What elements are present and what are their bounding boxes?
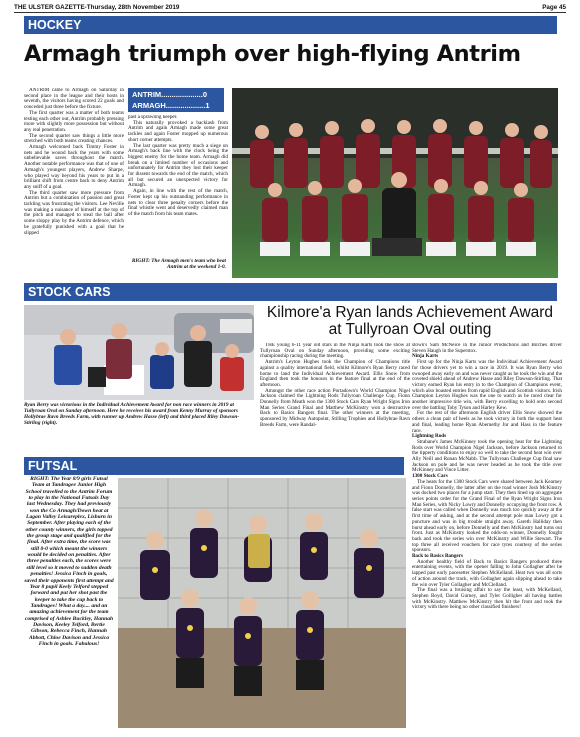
hockey-article-col2: past a sprawling keeper. This naturally provoked a backlash from Antrim and again Armagh made some great tackles and again Foster mopped up numerous short corner attempts. The last quarter was pretty much a siege on Armagh's back line with the clock being the biggest enemy for the home team. Armagh did break on a limited number of occasions and unfortunately for Antrim they lost their keeper for dissent towards the end of the match, which all but secured an unexpected victory for Armagh. Again, in line with the rest of the match, Foster kept up his outstanding performance in nets to clear three penalty corners before the final whistle went and deservedly claimed man of the match from his team mates. [128, 115, 228, 217]
paper-dateline: THE ULSTER GAZETTE-Thursday, 28th November 2019 [14, 4, 180, 11]
hockey-article-col1: ANTRIM came to Armagh on Saturday in second place in the league and their hosts in seventh, the visitors having scored 22 goals and conceded just three before the fixture. The first quarter was a matter of both teams testing each other out, Antrim probably pressing more with slightly more possession but without any real penetration. The second quarter saw things a little more stretched with both teams creating chances. Armagh welcomed back Timmy Foster in nets and he wound back the years with some unbelievable saves throughout the match. Another notable performance was that of one of Armagh's youngest players, Andrew Sharpe, who played way beyond his years to put in a brilliant shift from centre back to deny Antrim any sniff of a goal. The third quarter saw more pressure from Antrim but a combination of passion and great tackling was frustrating the visitors. Lee Neville was making a nuisance of himself at the top of the pitch and managed to steal the ball after some sloppy play by the Antrim defence, which he gratefully punished with a goal that he slipped [24, 88, 124, 236]
page-header [14, 2, 566, 13]
futsal-photo-caption: RIGHT: The Year 8/9 girls Futsal Team at Tandragee Junior High School travelled to the Antrim Forum to play in the National Futsals Day last Wednesday. They had previously won the Co Armagh/Down heat at Lagan Valley Leisureplex, Lisburn in September. After playing each of the other county winners, the girls topped the group stage and qualified for the final. After extra time, the score was still 0-0 which meant the winners would be decided on penalties. After three penalties each, the scores were still level so it moved to sudden death penalties! Jessica Finch in goals, saved their opponents first attempt and Year 8 pupil Keely Telford stepped forward and put her shot past the keeper to take the cup back to Tandragee! What a day.... and an amazing achievement for the team comprised of Ashlee Buckley, Hannah Davison, Keeley Telford, Bertie Gibson, Rebecca Finch, Hannah Abbott, Chloe Davison and Jessica Finch in goals. Fabulous! [24, 476, 114, 647]
hockey-photo-caption: RIGHT: The Armagh men's team who beat Antrim at the weekend 1-0. [131, 258, 226, 270]
hockey-headline: Armagh triumph over high-flying Antrim [24, 41, 521, 67]
score-box [128, 88, 224, 112]
section-band-futsal: FUTSAL [24, 457, 404, 475]
hockey-team-photo [232, 88, 558, 278]
futsal-figures [118, 478, 406, 728]
stock-cars-headline: Kilmore'a Ryan lands Achievement Award at Tullyroan Oval outing [266, 304, 554, 338]
page-number: Page 45 [542, 4, 566, 11]
stock-cars-award-photo [24, 305, 254, 400]
section-band-hockey: HOCKEY [24, 16, 557, 34]
futsal-team-photo [118, 478, 406, 728]
team-figures [232, 88, 558, 278]
section-band-stock-cars: STOCK CARS [24, 283, 557, 301]
stock-cars-article-col1: THE young 6-11 year old stars in the Ninja Karts took the show at Tullyroan Oval on Sunday afternoon, providing some exciting championship racing during the meeting. Antrim's Leyton Hughes took the Champion of Champions title against a quality international field, whilst Kilmore's Ryan Berry raced home to land the Individual Achievement Award. Ellis Snow from England then took the honours in the feature final at the end of the afternoon. Amongst the other race action Portadown's World Champion Nigel Jackson claimed the Lightning Rods Tullyroan Challenge Cup, Fionn Donnelly from Meath won the 1300 Stock Cars Ryan Wright Signs Iron Man Series Grand Final and Matthew McKinstry won a destructive Back to Basics Bangers final. The other winners at the meeting, sponsored by Midway Autopoint, Stilling Trophies and Hollybrae Ravn Breeds Farm, were Randal- [260, 343, 410, 428]
award-figures [24, 305, 254, 400]
stock-cars-article-col2: stown's Sam McNeice in the Junior Productions and Birches driver Steven Haugh in the Superstox. Ninja Karts First up for the Ninja Karts was the Individual Achievement Award for those drivers yet to win a race in 2019. It was Ryan Berry who swooped away early on and was never caught as he took the win and the coveted shield ahead of Andrew Hasse and Riley Dawson-Stirling. That victory earned Ryan his entry in to the Champion of Champions event, which also boasted entries from rapid English and Scottish visitors. Irish Champion Leyton Hughes was the one to watch as he raced clear for another impressive title win, with Berry excelling to hold onto second over the battling Toby Tyson and Harley Kew. For the rest of the afternoon English driver Ellis Snow showed the others a clean pair of heels as he took victory in both the support heat and final, leading home Ryan Abernethy Jnr and Hass in the feature race. Lightning Rods Strabane's James McKinney took the opening heat for the Lightning Rods over World Champion Nigel Jackson, before Jackson returned to the tipperty conditions to enjoy so well to take the second heat win over Ally Neill and Ronan McNabb. The Tullyroan Challenge Cup final saw Jackson on pole and he was never headed as he took the title over McKinney and Vince Litter. 1300 Stock Cars The heats for the 1300 Stock Cars were shared between Jack Kearney and Fionn Donnelly, the latter after on the road winner Josh McKinstry was docked two places for a jump start. They then lined up on aggregate series points order for the Grand Final of the Ryan Wright Signs Iron Man Series, with Nicky Lowry and Donnelly occupying the front row. A false start was called when Donnelly was much too quickly away at the first time of asking, and at the second attempt pole man Lowry got a puncture and was in big trouble straight away. Gareth Halliday then burst ahead early on, before Donnelly and then McKinstry had turns out front. Just as McKinstry looked the odds-on winner, Donnelly fought back and took the series win over McKinstry and Willie Stewart. The top three all received vouchers for race tyres courtesy of the series sponsors. Back to Basics Bangers Another healthy field of Back to Basics Bangers produced three entertaining events, with the opener falling to John Gollagher after he lapped past early pacesetter Stephen McKelland. Heat two was all sorts of action around the track, with Gollagher again slipping ahead to take the win over Tyler Gollagher and McClelland. The final was a bruising affair to say the least, with McKelland, Stephen Boyd, David Gurney, and Tyler Golligher all having battles with McKinstry. Matthew McKinstry then hit the front and took the victory with there being no other classified finishers! [412, 343, 562, 611]
score-antrim: ANTRIM....................0 [132, 90, 208, 99]
score-armagh: ARMAGH...................1 [132, 101, 210, 110]
stock-cars-photo-caption: Ryan Berry was victorious in the Individual Achievement Award for non race winners in 2019 at Tullyroan Oval on Sunday afternoon. Here he receives his award from Kenny Murray of sponsors Hollybrae Ravn Breeds Farm, with runner up Andrew Hasse (left) and third placed Riley Dawson-Stirling (right). [24, 402, 240, 426]
